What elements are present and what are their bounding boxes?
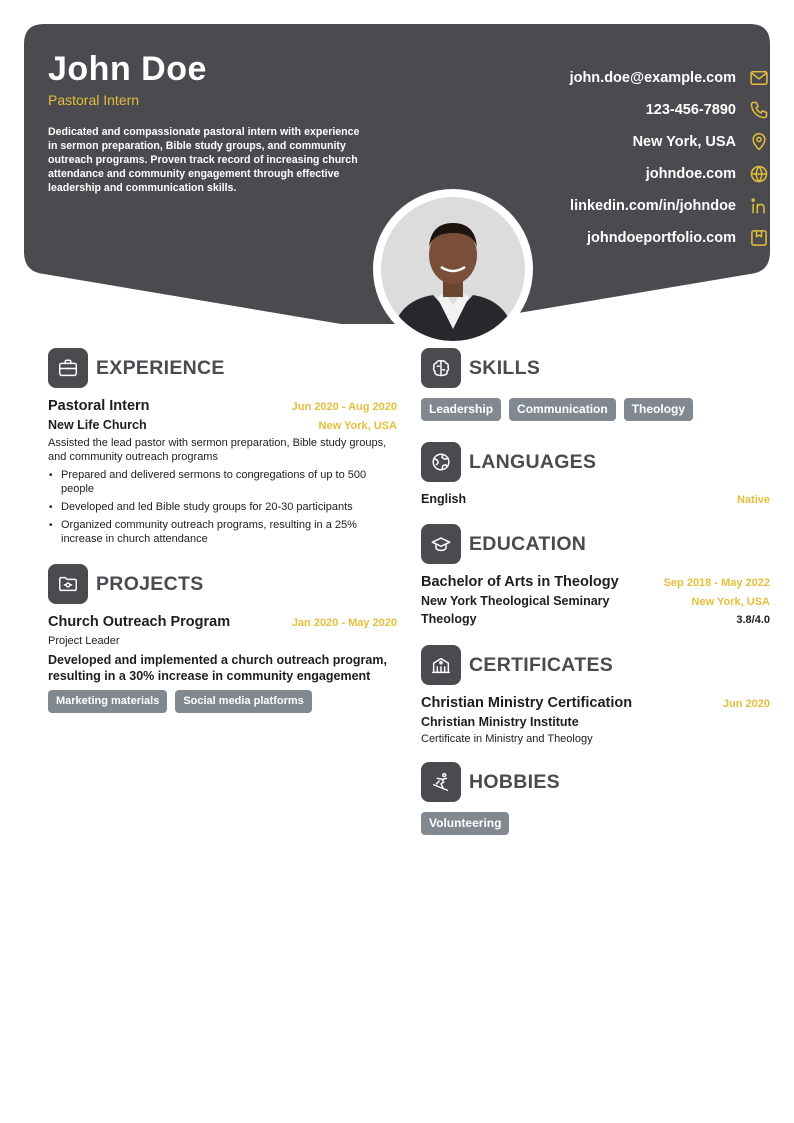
employer: New Life Church <box>48 418 147 432</box>
skills-header <box>421 348 770 388</box>
website-text[interactable]: johndoe.com <box>645 166 736 182</box>
linkedin-icon <box>748 195 770 217</box>
section-title: LANGUAGES <box>469 450 597 473</box>
section-title: EXPERIENCE <box>96 356 225 379</box>
degree: Bachelor of Arts in Theology <box>421 574 619 590</box>
languages-header <box>421 442 770 482</box>
school-name: New York Theological Seminary <box>421 594 610 608</box>
language-name: English <box>421 492 467 506</box>
language-entry <box>421 492 770 506</box>
education-entry <box>421 574 770 627</box>
contact-linkedin[interactable] <box>470 190 770 222</box>
linkedin-text[interactable]: linkedin.com/in/johndoe <box>570 198 736 214</box>
project-description: Developed and implemented a church outreach program, resulting in a 30% increase in community engagement <box>48 653 387 683</box>
language-level: Native <box>736 494 770 506</box>
certificate-detail: Certificate in Ministry and Theology <box>421 733 593 745</box>
projects-header <box>48 564 397 604</box>
experience-entry <box>48 398 397 546</box>
certificate-issuer: Christian Ministry Institute <box>421 715 579 729</box>
briefcase-icon <box>48 348 88 388</box>
certificate-entry <box>421 695 770 746</box>
project-dates: Jan 2020 - May 2020 <box>291 617 397 629</box>
institution-icon <box>421 645 461 685</box>
contact-email[interactable] <box>470 62 770 94</box>
hobbies-header <box>421 762 770 802</box>
portfolio-icon <box>748 227 770 249</box>
project-role: Project Leader <box>48 635 120 647</box>
field-of-study: Theology <box>421 612 477 626</box>
skill-tags <box>421 398 770 421</box>
gpa: 3.8/4.0 <box>736 614 770 626</box>
achievement-list <box>48 468 397 546</box>
project-tag: Social media platforms <box>175 690 311 713</box>
profile-photo <box>381 197 525 341</box>
skiing-icon <box>421 762 461 802</box>
education-header <box>421 524 770 564</box>
section-title: HOBBIES <box>469 770 560 793</box>
project-name: Church Outreach Program <box>48 614 231 630</box>
section-title: PROJECTS <box>96 572 204 595</box>
phone-text[interactable]: 123-456-7890 <box>645 102 736 118</box>
location-text: New York, USA <box>632 134 736 150</box>
job-dates: Jun 2020 - Aug 2020 <box>291 401 397 413</box>
certificates-header <box>421 645 770 685</box>
right-column <box>421 348 770 835</box>
section-title: CERTIFICATES <box>469 653 614 676</box>
experience-header <box>48 348 397 388</box>
job-title: Pastoral Intern <box>48 398 150 414</box>
skill-tag: Communication <box>509 398 616 421</box>
map-pin-icon <box>748 131 770 153</box>
achievement-item: • Prepared and delivered sermons to congregations of up to 500 people <box>48 468 397 496</box>
brain-icon <box>421 348 461 388</box>
skill-tag: Theology <box>624 398 693 421</box>
project-tags <box>48 690 397 713</box>
candidate-name: John Doe <box>48 50 207 88</box>
contact-location <box>470 126 770 158</box>
phone-icon <box>748 99 770 121</box>
email-text[interactable]: john.doe@example.com <box>569 70 736 86</box>
job-location: New York, USA <box>318 420 397 432</box>
candidate-title: Pastoral Intern <box>48 92 140 108</box>
left-column <box>48 348 397 713</box>
profile-summary: Dedicated and compassionate pastoral intern with experience in sermon preparation, Bible study groups, and community outreach programs. Proven track record of increasing church attendance and community engagement through effective leadership and communication skills. <box>48 126 360 194</box>
globe-network-icon <box>421 442 461 482</box>
section-title: SKILLS <box>469 356 541 379</box>
mail-icon <box>748 67 770 89</box>
certificate-date: Jun 2020 <box>722 698 770 710</box>
achievement-item: • Organized community outreach programs, resulting in a 25% increase in church attendance <box>48 518 397 546</box>
certificate-name: Christian Ministry Certification <box>421 695 633 711</box>
project-entry <box>48 614 397 713</box>
hobby-tag: Volunteering <box>421 812 509 835</box>
profile-photo-frame <box>373 189 533 349</box>
hobby-tags <box>421 812 770 835</box>
graduation-cap-icon <box>421 524 461 564</box>
section-title: EDUCATION <box>469 532 587 555</box>
education-dates: Sep 2018 - May 2022 <box>663 577 770 589</box>
contact-website[interactable] <box>470 158 770 190</box>
job-summary: Assisted the lead pastor with sermon preparation, Bible study groups, and community outreach programs <box>48 437 387 463</box>
school-location: New York, USA <box>691 596 770 608</box>
achievement-item: • Developed and led Bible study groups for 20-30 participants <box>48 500 397 514</box>
globe-icon <box>748 163 770 185</box>
contact-phone[interactable] <box>470 94 770 126</box>
folder-icon <box>48 564 88 604</box>
skill-tag: Leadership <box>421 398 501 421</box>
project-tag: Marketing materials <box>48 690 167 713</box>
portfolio-text[interactable]: johndoeportfolio.com <box>586 230 736 246</box>
